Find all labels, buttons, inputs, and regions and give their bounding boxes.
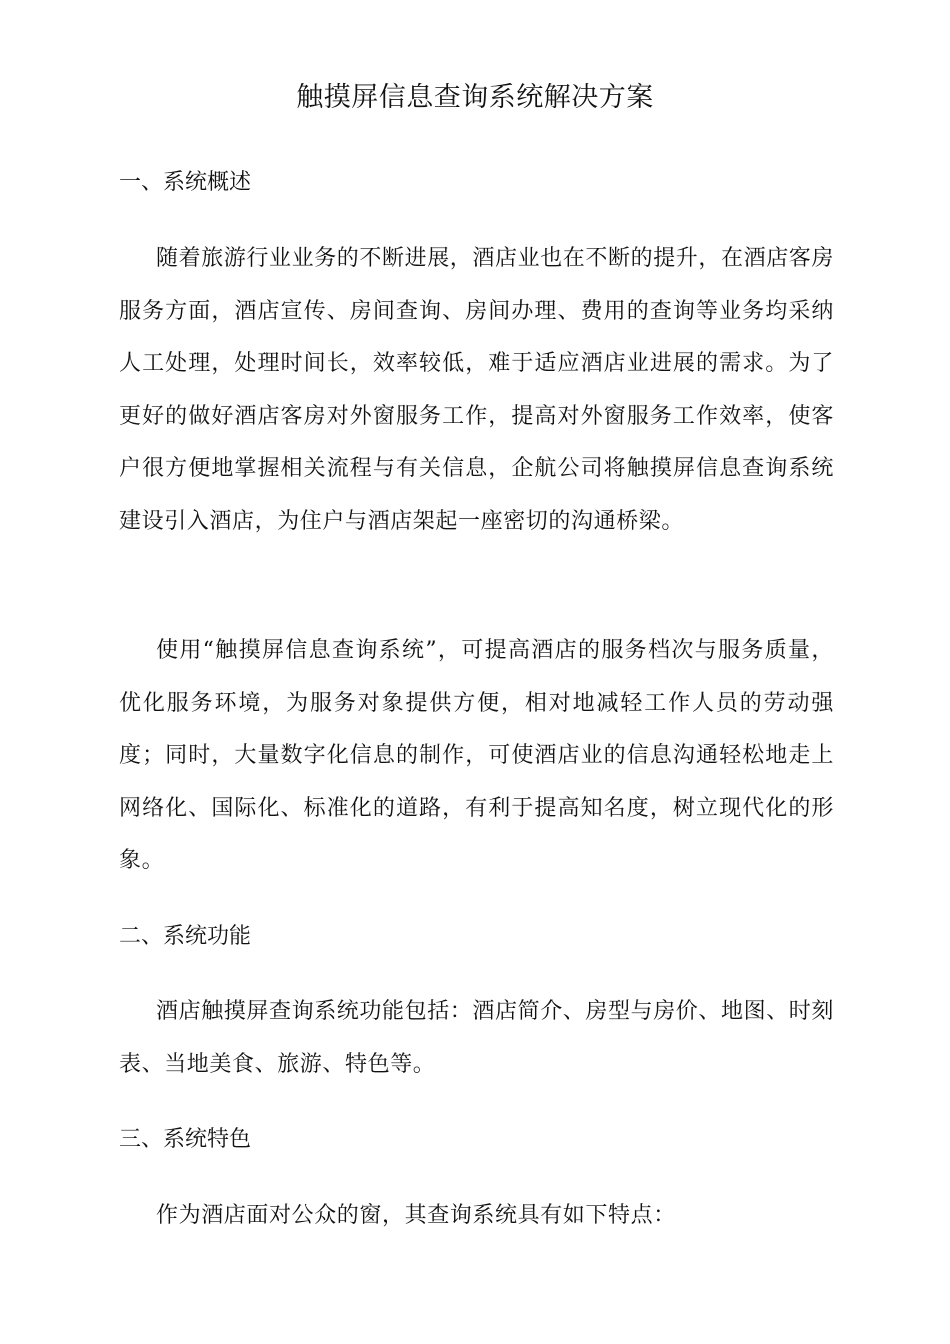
overview-paragraph-2: 使用“触摸屏信息查询系统”，可提高酒店的服务档次与服务质量，优化服务环境，为服务对象提供方便，相对地减轻工作人员的劳动强度；同时，大量数字化信息的制作，可使酒店业的信息沟通轻松地走上网络化、国际化、标准化的道路，有利于提高知名度，树立现代化的形象。 <box>119 638 834 873</box>
document-title: 触摸屏信息查询系统解决方案 <box>296 82 654 113</box>
functions-paragraph: 酒店触摸屏查询系统功能包括：酒店简介、房型与房价、地图、时刻表、当地美食、旅游、特色等。 <box>119 999 835 1077</box>
section-heading-overview: 一、系统概述 <box>119 170 252 195</box>
overview-paragraph-1: 随着旅游行业业务的不断进展，酒店业也在不断的提升，在酒店客房服务方面，酒店宣传、房间查询、房间办理、费用的查询等业务均采纳人工处理，处理时间长，效率较低，难于适应酒店业进展的需求。为了更好的做好酒店客房对外窗服务工作，提高对外窗服务工作效率，使客户很方便地掌握相关流程与有关信息，企航公司将触摸屏信息查询系统建设引入酒店，为住户与酒店架起一座密切的沟通桥梁。 <box>119 246 835 534</box>
section-heading-features: 三、系统特色 <box>119 1127 252 1152</box>
features-paragraph: 作为酒店面对公众的窗，其查询系统具有如下特点： <box>156 1203 676 1228</box>
section-heading-functions: 二、系统功能 <box>119 924 252 949</box>
